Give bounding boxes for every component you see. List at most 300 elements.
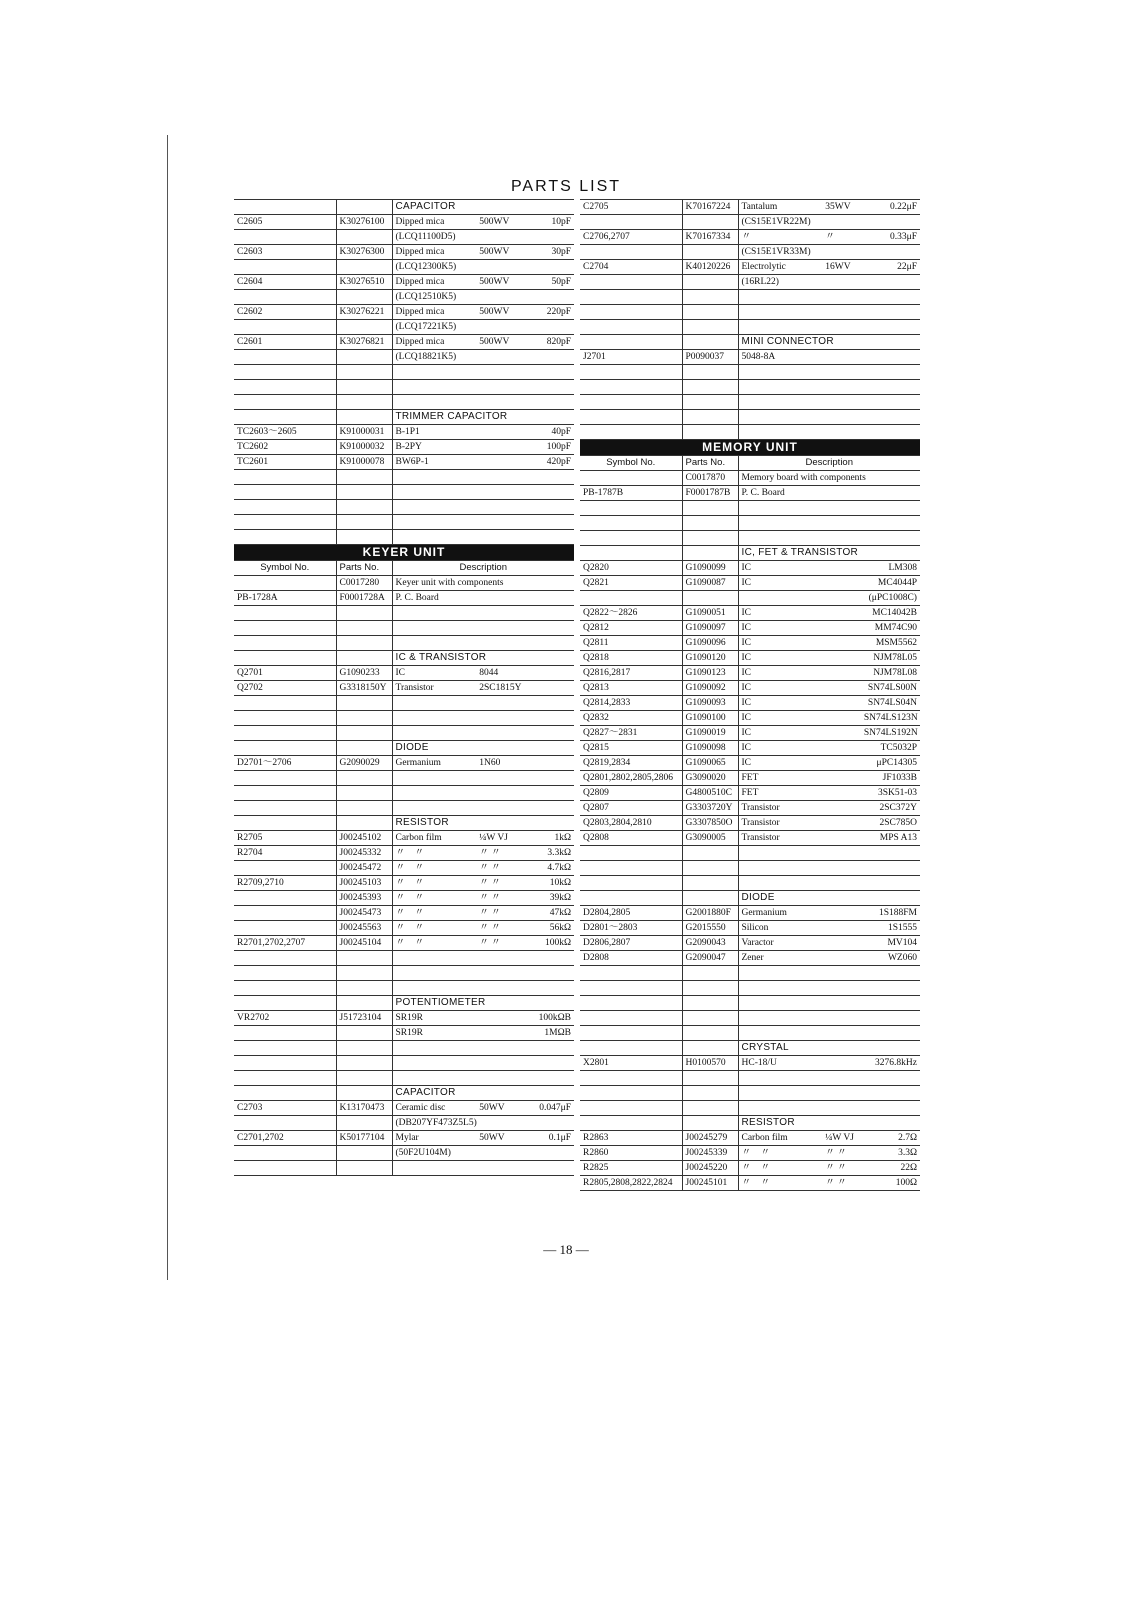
description-text: IC [741, 623, 751, 633]
blank-cell [392, 515, 574, 530]
parts-number-cell: G1090120 [682, 651, 738, 666]
blank-cell [580, 290, 682, 305]
symbol-cell: Q2819,2834 [580, 756, 682, 771]
description-text: P. C. Board [395, 593, 439, 603]
description-fields [742, 200, 918, 214]
table-row [234, 846, 574, 861]
symbol-cell: Q2820 [580, 561, 682, 576]
description-text: 〃 〃 [395, 923, 425, 933]
description-cell [738, 651, 920, 666]
blank-cell [738, 365, 920, 380]
blank-row [580, 365, 920, 380]
symbol-cell: Q2818 [580, 651, 682, 666]
table-row [234, 440, 574, 455]
description-cell [738, 1176, 920, 1191]
blank-cell [738, 290, 920, 305]
description-text: SR19R [395, 1013, 423, 1023]
table-row [580, 726, 920, 741]
blank-cell [392, 726, 574, 741]
blank-cell [336, 515, 392, 530]
value-text: (μPC1008C) [868, 593, 917, 603]
table-row [580, 801, 920, 816]
value-text: 0.33μF [889, 232, 917, 242]
rating-text: 〃 〃 [479, 863, 501, 873]
blank-cell [738, 395, 920, 410]
rating-text: 〃 〃 [825, 1178, 847, 1188]
description-text: Dipped mica [395, 307, 445, 317]
table-row [234, 831, 574, 846]
section-heading: CAPACITOR [392, 1086, 574, 1101]
parts-number-cell [336, 320, 392, 335]
description-text: IC [741, 728, 751, 738]
rating-text [825, 245, 871, 259]
value-text: 1kΩ [554, 833, 571, 843]
description-cell [738, 801, 920, 816]
rating-text: 〃 〃 [479, 878, 501, 888]
parts-number-cell: G3090005 [682, 831, 738, 846]
description-fields [396, 861, 572, 875]
section-row [580, 1116, 920, 1131]
description-text: IC [741, 653, 751, 663]
value-text: 2SC785O [879, 818, 917, 828]
value-text: WZ060 [887, 953, 917, 963]
parts-number-cell: Parts No. [336, 561, 392, 576]
binding-margin-line [167, 135, 168, 1280]
section-row [234, 1086, 574, 1101]
table-row [580, 681, 920, 696]
description-cell [738, 741, 920, 756]
description-fields [742, 696, 918, 710]
description-text: (LCQ12510K5) [395, 292, 457, 302]
blank-cell [234, 500, 336, 515]
continuation-row [580, 215, 920, 230]
blank-cell [738, 861, 920, 876]
page-title: PARTS LIST [510, 178, 622, 195]
blank-cell [580, 410, 682, 425]
symbol-cell: Q2801,2802,2805,2806 [580, 771, 682, 786]
description-fields [396, 1116, 572, 1130]
blank-cell [738, 410, 920, 425]
symbol-cell [234, 1116, 336, 1131]
description-fields [742, 1056, 918, 1070]
blank-row [234, 1161, 574, 1176]
parts-number-cell [682, 546, 738, 561]
description-text: IC [741, 578, 751, 588]
description-fields [742, 471, 918, 485]
description-cell [738, 471, 920, 486]
description-cell [392, 1026, 574, 1041]
parts-number-cell [682, 591, 738, 606]
symbol-cell [234, 320, 336, 335]
blank-cell [682, 996, 738, 1011]
blank-row [580, 966, 920, 981]
description-cell [392, 245, 574, 260]
blank-cell [682, 305, 738, 320]
blank-cell [234, 981, 336, 996]
value-text: 50pF [551, 277, 571, 287]
parts-number-cell: K91000032 [336, 440, 392, 455]
blank-row [580, 1101, 920, 1116]
symbol-cell: Q2811 [580, 636, 682, 651]
value-text [531, 230, 571, 244]
description-fields [396, 891, 572, 905]
blank-cell [336, 530, 392, 545]
table-row [234, 245, 574, 260]
value-text: 3276.8kHz [875, 1058, 917, 1068]
description-cell [392, 260, 574, 275]
description-fields [742, 666, 918, 680]
description-cell [392, 455, 574, 470]
parts-number-cell: J00245101 [682, 1176, 738, 1191]
description-cell [392, 1101, 574, 1116]
blank-cell [682, 846, 738, 861]
table-row [580, 260, 920, 275]
description-fields [396, 440, 572, 454]
blank-cell [392, 636, 574, 651]
blank-row [580, 846, 920, 861]
parts-number-cell: G1090019 [682, 726, 738, 741]
value-text [877, 486, 917, 500]
description-cell [738, 681, 920, 696]
blank-cell [234, 606, 336, 621]
parts-number-cell [336, 350, 392, 365]
blank-cell [392, 771, 574, 786]
value-text: μPC14305 [876, 758, 917, 768]
description-text: P. C. Board [741, 488, 785, 498]
value-text: 220pF [546, 307, 571, 317]
description-cell [738, 230, 920, 245]
parts-number-cell: F0001787B [682, 486, 738, 501]
description-fields [396, 260, 572, 274]
description-fields [742, 636, 918, 650]
table-row [234, 666, 574, 681]
rating-text [479, 1011, 525, 1025]
blank-cell [392, 530, 574, 545]
description-cell [738, 1131, 920, 1146]
value-text [531, 350, 571, 364]
parts-number-cell [336, 260, 392, 275]
description-text: IC [395, 668, 405, 678]
description-text: FET [741, 788, 759, 798]
blank-cell [682, 1026, 738, 1041]
blank-cell [580, 320, 682, 335]
symbol-cell: TC2601 [234, 455, 336, 470]
blank-row [234, 966, 574, 981]
symbol-cell: D2801～2803 [580, 921, 682, 936]
symbol-cell [234, 906, 336, 921]
description-header: Description [738, 456, 920, 471]
description-cell [392, 876, 574, 891]
description-cell [392, 440, 574, 455]
value-text: 2.7Ω [898, 1133, 917, 1143]
description-cell [738, 726, 920, 741]
parts-number-cell: J00245103 [336, 876, 392, 891]
description-text: IC [741, 563, 751, 573]
rating-text [823, 651, 869, 665]
symbol-cell: VR2702 [234, 1011, 336, 1026]
blank-cell [336, 485, 392, 500]
description-cell [392, 275, 574, 290]
blank-cell [682, 320, 738, 335]
table-row [580, 831, 920, 846]
table-row [580, 1131, 920, 1146]
description-cell [738, 696, 920, 711]
symbol-cell [234, 410, 336, 425]
table-row [234, 756, 574, 771]
description-text: Transistor [395, 683, 434, 693]
table-row [580, 756, 920, 771]
parts-number-cell: Parts No. [682, 456, 738, 471]
rating-text [825, 921, 871, 935]
blank-cell [234, 365, 336, 380]
blank-row [580, 290, 920, 305]
rating-text: ¼W VJ [825, 1133, 854, 1143]
symbol-cell: R2825 [580, 1161, 682, 1176]
blank-row [234, 365, 574, 380]
parts-number-cell: K70167334 [682, 230, 738, 245]
table-row [234, 921, 574, 936]
rating-text: 16WV [825, 262, 851, 272]
blank-cell [234, 621, 336, 636]
blank-cell [392, 786, 574, 801]
blank-cell [336, 981, 392, 996]
symbol-cell [234, 816, 336, 831]
symbol-cell [234, 230, 336, 245]
description-cell [738, 350, 920, 365]
parts-number-cell: J00245279 [682, 1131, 738, 1146]
blank-cell [738, 876, 920, 891]
parts-number-cell: J00245563 [336, 921, 392, 936]
section-heading: IC, FET & TRANSISTOR [738, 546, 920, 561]
table-row [234, 906, 574, 921]
rating-text [825, 486, 871, 500]
continuation-row [234, 320, 574, 335]
blank-cell [392, 1041, 574, 1056]
value-text: NJM78L08 [873, 668, 917, 678]
blank-cell [392, 981, 574, 996]
symbol-cell [580, 471, 682, 486]
section-heading: POTENTIOMETER [392, 996, 574, 1011]
description-fields [742, 906, 918, 920]
symbol-cell [234, 290, 336, 305]
parts-number-cell: G1090092 [682, 681, 738, 696]
blank-cell [392, 801, 574, 816]
description-fields [742, 350, 918, 364]
description-fields [396, 305, 572, 319]
blank-cell [738, 1101, 920, 1116]
rating-text [479, 455, 525, 469]
blank-cell [682, 380, 738, 395]
value-text: 100pF [546, 442, 571, 452]
description-cell [738, 260, 920, 275]
symbol-cell: Q2701 [234, 666, 336, 681]
symbol-cell [580, 891, 682, 906]
blank-cell [682, 981, 738, 996]
blank-cell [234, 1161, 336, 1176]
description-text: Transistor [741, 833, 780, 843]
blank-cell [392, 485, 574, 500]
section-row [234, 816, 574, 831]
rating-text [825, 771, 871, 785]
parts-number-cell [682, 245, 738, 260]
blank-cell [580, 380, 682, 395]
description-fields [396, 1026, 572, 1040]
parts-number-cell: G2090043 [682, 936, 738, 951]
symbol-cell: C2705 [580, 200, 682, 215]
description-text: Germanium [395, 758, 441, 768]
rating-text [479, 1026, 525, 1040]
blank-row [234, 485, 574, 500]
table-row [580, 621, 920, 636]
symbol-cell [234, 891, 336, 906]
description-cell [738, 831, 920, 846]
rating-text [479, 320, 525, 334]
parts-number-cell: K13170473 [336, 1101, 392, 1116]
blank-row [234, 801, 574, 816]
blank-cell [336, 726, 392, 741]
description-text: IC [741, 743, 751, 753]
section-row [234, 410, 574, 425]
blank-cell [580, 996, 682, 1011]
description-cell [392, 861, 574, 876]
value-text [531, 1116, 571, 1130]
blank-cell [234, 726, 336, 741]
rating-text [825, 831, 871, 845]
table-row [580, 1161, 920, 1176]
parts-number-cell [336, 230, 392, 245]
symbol-cell [580, 1041, 682, 1056]
parts-number-cell [682, 1116, 738, 1131]
table-row [580, 666, 920, 681]
symbol-cell: X2801 [580, 1056, 682, 1071]
description-text: SR19R [395, 1028, 423, 1038]
table-row [580, 471, 920, 486]
blank-cell [336, 1071, 392, 1086]
rating-text [825, 215, 871, 229]
description-fields [396, 1146, 572, 1160]
blank-cell [392, 951, 574, 966]
symbol-cell: C2602 [234, 305, 336, 320]
symbol-cell: Q2821 [580, 576, 682, 591]
parts-number-cell: J00245473 [336, 906, 392, 921]
blank-cell [580, 516, 682, 531]
blank-cell [392, 1071, 574, 1086]
description-text: IC [741, 683, 751, 693]
blank-cell [392, 470, 574, 485]
description-cell [392, 305, 574, 320]
parts-number-cell: G1090123 [682, 666, 738, 681]
blank-row [234, 636, 574, 651]
parts-number-cell: G1090093 [682, 696, 738, 711]
description-text: Transistor [741, 818, 780, 828]
description-text: 〃 〃 [395, 878, 425, 888]
blank-cell [580, 395, 682, 410]
value-text [877, 471, 917, 485]
table-row [234, 1011, 574, 1026]
table-row [580, 636, 920, 651]
value-text: LM308 [888, 563, 917, 573]
rating-text: 1N60 [479, 758, 501, 768]
rating-text [479, 290, 525, 304]
rating-text [818, 726, 863, 740]
description-fields [396, 576, 572, 590]
blank-cell [336, 606, 392, 621]
parts-number-cell: G4800510C [682, 786, 738, 801]
blank-row [580, 380, 920, 395]
blank-row [234, 606, 574, 621]
column-header-row [580, 456, 920, 471]
description-cell [738, 921, 920, 936]
symbol-cell: PB-1728A [234, 591, 336, 606]
blank-cell [738, 1071, 920, 1086]
blank-row [234, 1071, 574, 1086]
description-cell [738, 275, 920, 290]
parts-number-cell [336, 1146, 392, 1161]
value-text [531, 320, 571, 334]
blank-cell [580, 981, 682, 996]
blank-cell [336, 636, 392, 651]
description-fields [396, 936, 572, 950]
description-text: (16RL22) [741, 277, 779, 287]
continuation-row [580, 275, 920, 290]
blank-cell [392, 696, 574, 711]
symbol-cell: Q2813 [580, 681, 682, 696]
value-text: 3.3Ω [898, 1148, 917, 1158]
blank-cell [234, 1056, 336, 1071]
description-fields [396, 1101, 572, 1115]
parts-number-cell: G1090065 [682, 756, 738, 771]
symbol-cell: C2601 [234, 335, 336, 350]
description-cell [738, 936, 920, 951]
symbol-cell [234, 350, 336, 365]
blank-cell [336, 365, 392, 380]
blank-cell [738, 981, 920, 996]
description-text: IC [741, 758, 751, 768]
blank-cell [336, 1161, 392, 1176]
continuation-row [234, 230, 574, 245]
blank-cell [336, 380, 392, 395]
blank-row [234, 500, 574, 515]
symbol-cell: J2701 [580, 350, 682, 365]
section-heading: RESISTOR [738, 1116, 920, 1131]
description-cell [392, 576, 574, 591]
blank-row [580, 531, 920, 546]
value-text: 22μF [897, 262, 917, 272]
blank-cell [580, 876, 682, 891]
value-text: 40pF [551, 427, 571, 437]
rating-text: 〃 〃 [479, 938, 501, 948]
symbol-cell: TC2603～2605 [234, 425, 336, 440]
table-row [234, 891, 574, 906]
description-cell [392, 1146, 574, 1161]
blank-cell [336, 711, 392, 726]
value-text: 3.3kΩ [547, 848, 571, 858]
blank-row [580, 501, 920, 516]
description-text: 〃 〃 [395, 893, 425, 903]
section-row [234, 741, 574, 756]
description-text: Mylar [395, 1133, 419, 1143]
description-cell [738, 816, 920, 831]
symbol-cell: R2709,2710 [234, 876, 336, 891]
description-text: (CS15E1VR22M) [741, 217, 811, 227]
parts-number-cell: C0017870 [682, 471, 738, 486]
blank-cell [392, 395, 574, 410]
description-cell [392, 756, 574, 771]
table-row [234, 275, 574, 290]
parts-number-cell: G3090020 [682, 771, 738, 786]
rating-text [479, 260, 525, 274]
description-text: IC [741, 668, 751, 678]
